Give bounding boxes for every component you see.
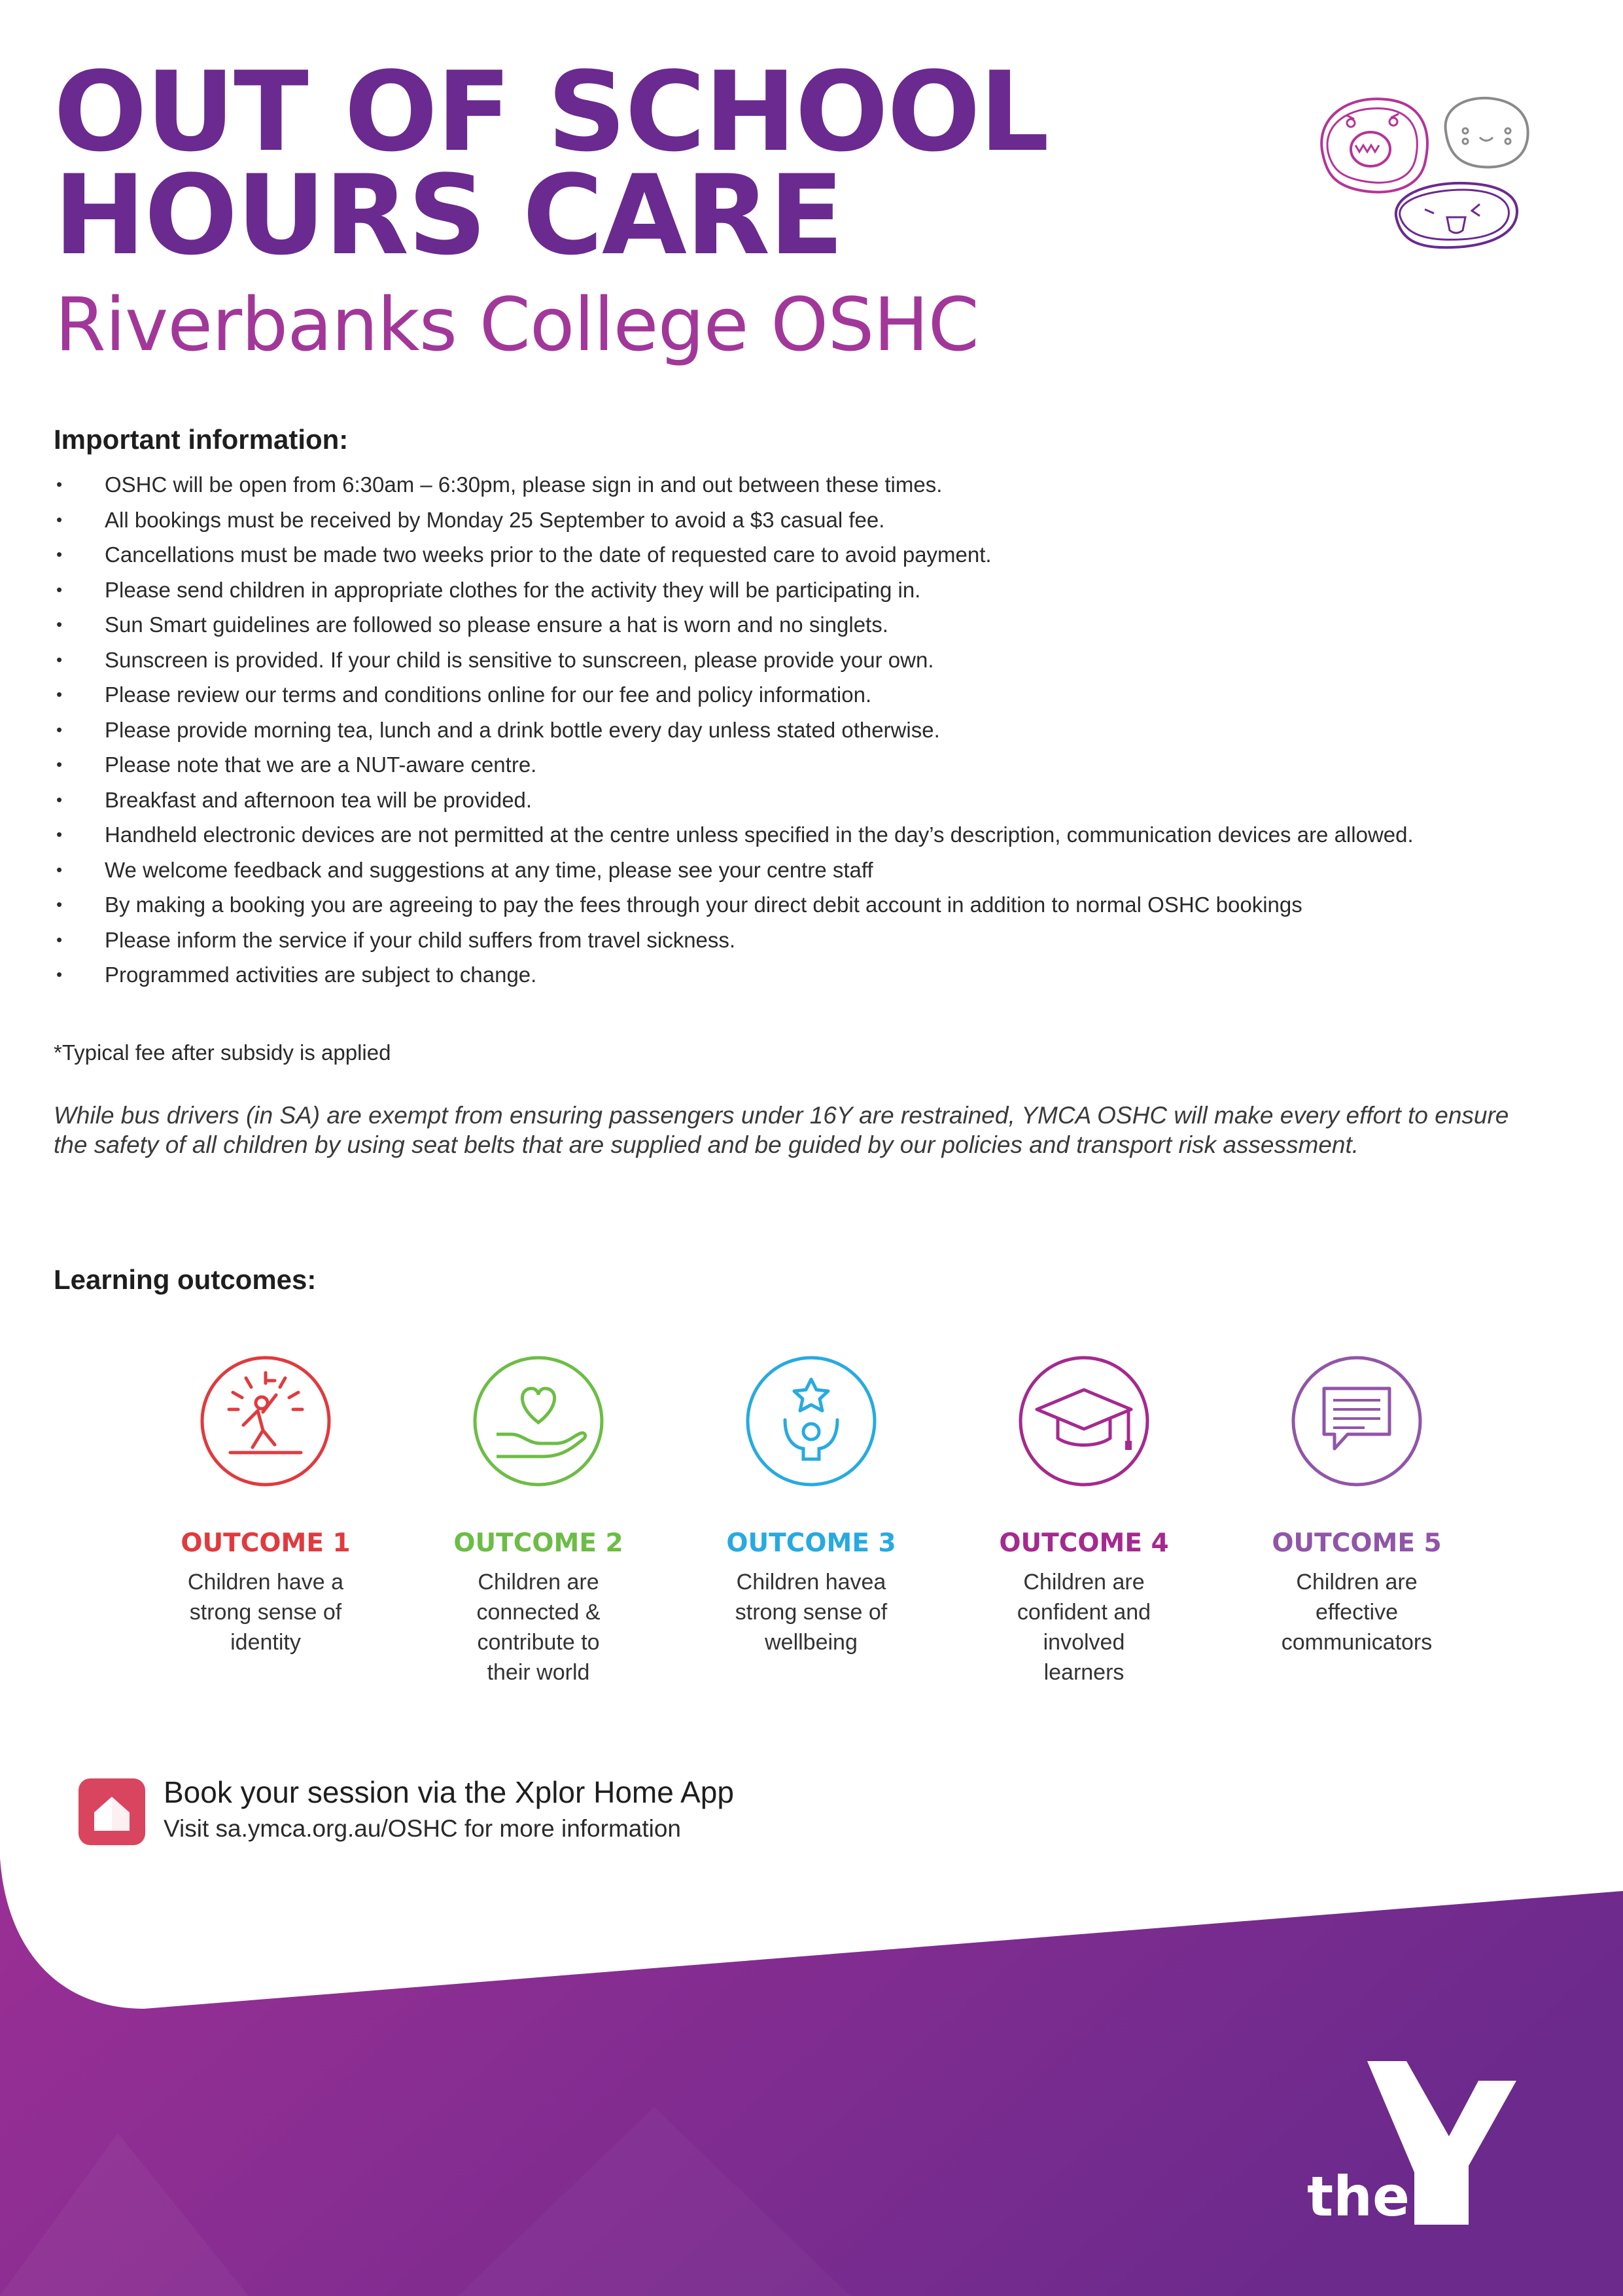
outcome-5-title: OUTCOME 5 bbox=[1272, 1528, 1442, 1558]
outcome-3 bbox=[687, 1354, 935, 1657]
outcome-2-text: Children are connected & contribute to their world bbox=[476, 1570, 601, 1685]
outcome-1-text: Children have a strong sense of identity bbox=[187, 1570, 344, 1655]
booking-prefix: Visit bbox=[164, 1815, 216, 1842]
page-subtitle: Riverbanks College OSHC bbox=[55, 283, 979, 368]
important-list bbox=[54, 471, 1519, 997]
info-item: • We welcome feedback and suggestions at any time, please see your centre staff bbox=[54, 857, 1519, 883]
title-line-2: HOURS CARE bbox=[54, 151, 843, 279]
heart-in-hand-icon bbox=[472, 1354, 605, 1488]
outcome-2 bbox=[414, 1354, 663, 1687]
page-title bbox=[54, 48, 1048, 279]
info-item: • Sunscreen is provided. If your child is sensitive to sunscreen, please provide your own. bbox=[54, 646, 1519, 673]
outcome-3-text: Children havea strong sense of wellbeing bbox=[735, 1570, 888, 1655]
monster-face-icon bbox=[1321, 99, 1427, 192]
fee-note: *Typical fee after subsidy is applied bbox=[54, 1040, 391, 1065]
outcome-1-title: OUTCOME 1 bbox=[181, 1528, 351, 1558]
outcome-4 bbox=[960, 1354, 1208, 1687]
star-person-icon bbox=[744, 1354, 878, 1488]
important-heading: Important information: bbox=[54, 424, 349, 455]
outcome-3-title: OUTCOME 3 bbox=[726, 1528, 896, 1558]
info-item: • Programmed activities are subject to change. bbox=[54, 961, 1519, 988]
info-item: • Cancellations must be made two weeks prior to the date of requested care to avoid payment. bbox=[54, 541, 1519, 568]
speech-bubble-icon bbox=[1290, 1354, 1423, 1488]
info-item: • By making a booking you are agreeing to pay the fees through your direct debit account in addition to normal OSHC bookings bbox=[54, 891, 1519, 918]
footer-banner bbox=[0, 1858, 1623, 2296]
info-item: • OSHC will be open from 6:30am – 6:30pm, please sign in and out between these times. bbox=[54, 471, 1519, 498]
booking-line: Book your session via the Xplor Home App bbox=[164, 1775, 734, 1809]
info-item: • Please note that we are a NUT-aware centre. bbox=[54, 751, 1519, 778]
title-line-1: OUT OF SCHOOL bbox=[54, 48, 1048, 176]
wink-face-icon bbox=[1396, 183, 1517, 247]
graduation-cap-icon bbox=[1017, 1354, 1151, 1488]
outcome-4-text: Children are confident and involved learners bbox=[1017, 1570, 1151, 1685]
smiley-face-icon bbox=[1446, 98, 1528, 168]
faces-illustration bbox=[1308, 92, 1544, 268]
booking-info bbox=[164, 1815, 681, 1843]
info-item: • Please review our terms and conditions online for our fee and policy information. bbox=[54, 681, 1519, 708]
info-item: • Sun Smart guidelines are followed so please ensure a hat is worn and no singlets. bbox=[54, 611, 1519, 638]
booking-suffix: for more information bbox=[457, 1815, 682, 1842]
celebrating-person-icon bbox=[199, 1354, 332, 1488]
info-item: • Please send children in appropriate clothes for the activity they will be participating in. bbox=[54, 576, 1519, 603]
outcome-5 bbox=[1232, 1354, 1481, 1657]
ymca-oshc-link[interactable]: sa.ymca.org.au/OSHC bbox=[215, 1815, 458, 1842]
info-item: • Please provide morning tea, lunch and a drink bottle every day unless stated otherwise. bbox=[54, 716, 1519, 743]
bus-safety-note: While bus drivers (in SA) are exempt from ensuring passengers under 16Y are restrained, YMCA OSHC will make every effort to ensure the safety of all children by using seat belts that are supplied and be guided by our policies and transport risk assessment. bbox=[54, 1102, 1509, 1158]
logo-text: the bbox=[1307, 2164, 1410, 2229]
outcome-2-title: OUTCOME 2 bbox=[453, 1528, 623, 1558]
info-item: • Breakfast and afternoon tea will be provided. bbox=[54, 786, 1519, 813]
learning-heading: Learning outcomes: bbox=[54, 1264, 317, 1295]
outcome-5-text: Children are effective communicators bbox=[1281, 1570, 1433, 1655]
info-item: • Please inform the service if your child suffers from travel sickness. bbox=[54, 927, 1519, 953]
info-item: • Handheld electronic devices are not permitted at the centre unless specified in the day’s description, communication devices are allowed. bbox=[54, 821, 1519, 848]
xplor-home-app-icon[interactable] bbox=[79, 1778, 145, 1845]
info-item: • All bookings must be received by Monday 25 September to avoid a $3 casual fee. bbox=[54, 506, 1519, 533]
outcome-1 bbox=[141, 1354, 390, 1657]
outcome-4-title: OUTCOME 4 bbox=[999, 1528, 1169, 1558]
